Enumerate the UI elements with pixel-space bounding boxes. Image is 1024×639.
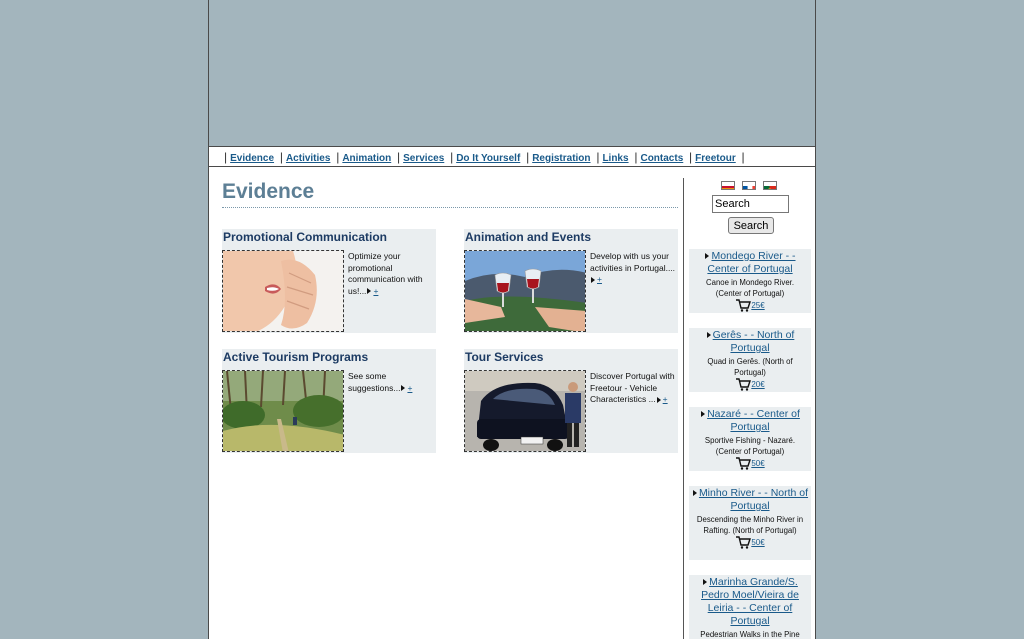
read-more-link[interactable]: + bbox=[373, 285, 379, 296]
whisper-photo[interactable] bbox=[222, 250, 344, 332]
promo-title-link[interactable]: Gerês - - North of Portugal bbox=[712, 329, 795, 354]
shopping-cart-icon[interactable] bbox=[735, 536, 751, 549]
column-divider bbox=[683, 178, 684, 639]
promo-title-link[interactable]: Marinha Grande/S. Pedro Moel/Vieira de Leiria - - Center of Portugal bbox=[701, 576, 799, 627]
promo-description: Descending the Minho River in Rafting. (North of Portugal) bbox=[696, 515, 804, 535]
promo-price[interactable]: 25€ bbox=[751, 301, 765, 310]
nav-registration[interactable]: Registration bbox=[532, 153, 591, 164]
shopping-cart-icon[interactable] bbox=[735, 378, 751, 391]
read-more-link[interactable]: + bbox=[662, 394, 668, 404]
promo-price[interactable]: 20€ bbox=[751, 380, 765, 389]
language-flags bbox=[721, 181, 781, 193]
promo-title-link[interactable]: Minho River - - North of Portugal bbox=[698, 487, 809, 512]
promo-description: Canoe in Mondego River. (Center of Portugal) bbox=[706, 278, 794, 298]
promo-item bbox=[689, 249, 811, 313]
promo-item bbox=[689, 328, 811, 392]
top-navigation: | Evidence | Activities | Animation | Services | Do It Yourself | Registration | Links | Contacts | Freetour | bbox=[209, 147, 815, 167]
box-heading[interactable]: Active Tourism Programs bbox=[223, 350, 369, 364]
promo-title-link[interactable]: Nazaré - - Center of Portugal bbox=[707, 408, 800, 433]
promo-price[interactable]: 50€ bbox=[751, 538, 765, 547]
arrow-right-icon bbox=[591, 277, 595, 283]
forest-trail-photo[interactable] bbox=[222, 370, 344, 452]
arrow-right-icon bbox=[693, 490, 697, 496]
nav-links[interactable]: Links bbox=[602, 153, 629, 164]
spanish-flag-icon[interactable] bbox=[721, 181, 735, 190]
nav-do-it-yourself[interactable]: Do It Yourself bbox=[456, 153, 521, 164]
portuguese-flag-icon[interactable] bbox=[763, 181, 777, 190]
arrow-right-icon bbox=[657, 397, 661, 403]
search-input[interactable] bbox=[712, 195, 789, 213]
arrow-right-icon bbox=[707, 332, 711, 338]
promo-item bbox=[689, 486, 811, 560]
box-heading[interactable]: Promotional Communication bbox=[223, 230, 388, 244]
nav-freetour[interactable]: Freetour bbox=[695, 153, 736, 164]
arrow-right-icon bbox=[705, 253, 709, 259]
promo-title-link[interactable]: Mondego River - - Center of Portugal bbox=[707, 250, 796, 275]
shopping-cart-icon[interactable] bbox=[735, 457, 751, 470]
wine-toast-photo[interactable] bbox=[464, 250, 586, 332]
minivan-photo[interactable] bbox=[464, 370, 586, 452]
arrow-right-icon bbox=[401, 385, 405, 391]
nav-activities[interactable]: Activities bbox=[285, 153, 331, 164]
promo-description: Quad in Gerês. (North of Portugal) bbox=[707, 357, 793, 377]
box-description: Optimize your promotional communication with us!... bbox=[348, 251, 423, 296]
box-description: Develop with us your activities in Portugal.... bbox=[590, 251, 676, 273]
arrow-right-icon bbox=[367, 288, 371, 294]
box-description: See some suggestions... bbox=[348, 371, 401, 393]
french-flag-icon[interactable] bbox=[742, 181, 756, 190]
shopping-cart-icon[interactable] bbox=[735, 299, 751, 312]
arrow-right-icon bbox=[703, 579, 707, 585]
box-description: Discover Portugal with Freetour - Vehicle Characteristics ... bbox=[590, 371, 675, 404]
nav-services[interactable]: Services bbox=[403, 153, 445, 164]
box-active-tourism bbox=[222, 349, 436, 453]
search-button[interactable]: Search bbox=[728, 217, 774, 234]
nav-contacts[interactable]: Contacts bbox=[640, 153, 684, 164]
page-container bbox=[208, 0, 816, 639]
page-title: Evidence bbox=[222, 178, 678, 208]
box-promotional-communication bbox=[222, 229, 436, 333]
promo-price[interactable]: 50€ bbox=[751, 459, 765, 468]
nav-evidence[interactable]: Evidence bbox=[230, 153, 275, 164]
read-more-link[interactable]: + bbox=[597, 274, 602, 284]
box-tour-services bbox=[464, 349, 678, 453]
box-animation-events bbox=[464, 229, 678, 333]
read-more-link[interactable]: + bbox=[407, 382, 413, 393]
promo-description: Sportive Fishing - Nazaré. (Center of Portugal) bbox=[704, 436, 796, 456]
promo-description: Pedestrian Walks in the Pine bbox=[700, 630, 800, 639]
promo-item bbox=[689, 575, 811, 639]
main-content bbox=[222, 178, 678, 404]
nav-animation[interactable]: Animation bbox=[342, 153, 392, 164]
arrow-right-icon bbox=[701, 411, 705, 417]
promo-item bbox=[689, 407, 811, 471]
box-heading[interactable]: Animation and Events bbox=[465, 230, 592, 244]
header-banner bbox=[209, 0, 815, 147]
box-heading[interactable]: Tour Services bbox=[465, 350, 544, 364]
